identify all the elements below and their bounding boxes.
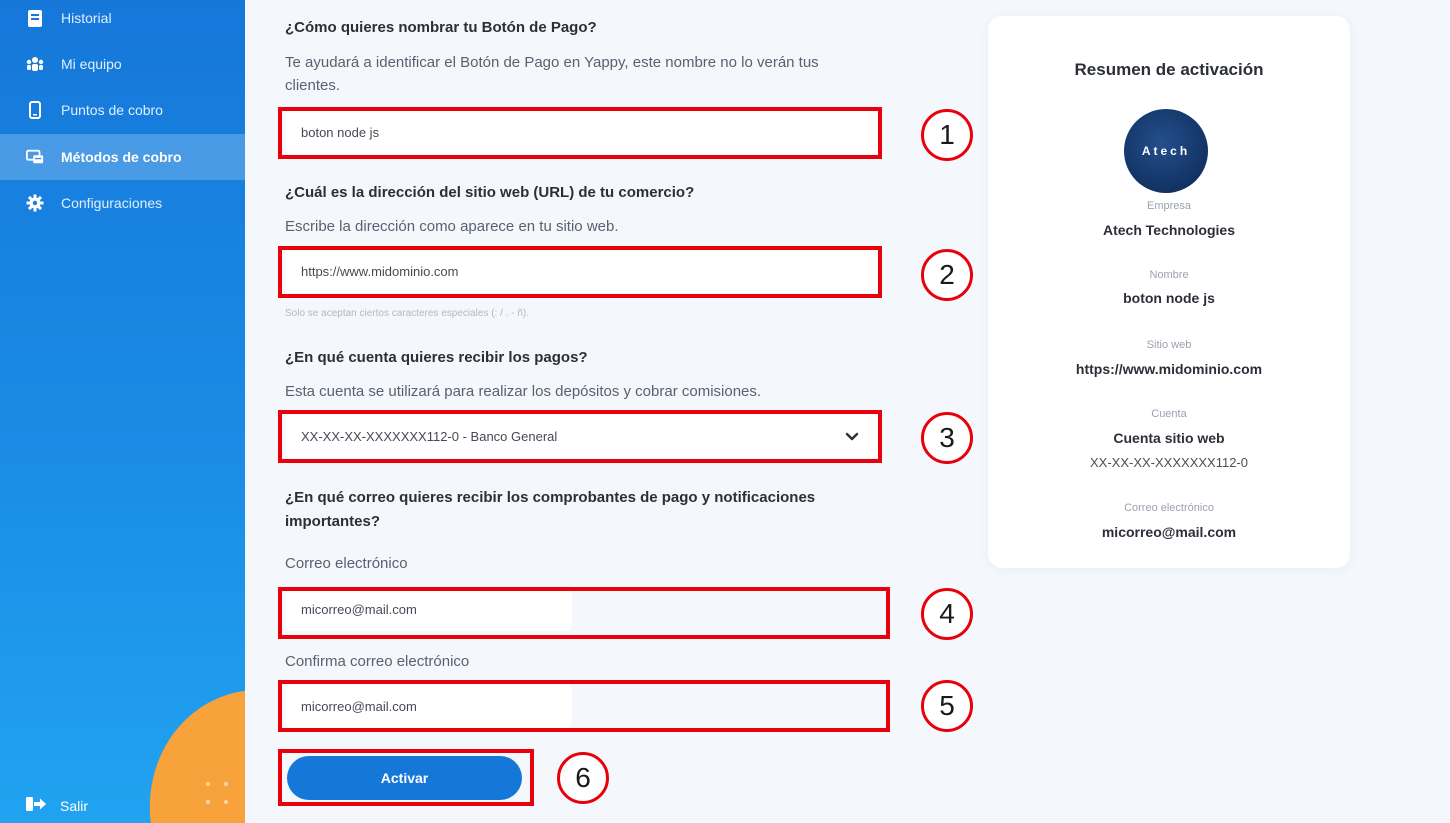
sidebar-item-label: Configuraciones <box>61 195 163 211</box>
summary-email-label: Correo electrónico <box>1124 502 1214 514</box>
sidebar-item-label: Historial <box>61 10 112 26</box>
account-description: Esta cuenta se utilizará para realizar los depósitos y cobrar comisiones. <box>285 383 762 400</box>
sidebar-item-mi-equipo[interactable] <box>0 41 245 87</box>
site-value: https://www.midominio.com <box>1075 361 1263 377</box>
sidebar-item-label: Mi equipo <box>61 56 122 72</box>
name-description: Te ayudará a identificar el Botón de Pago en Yappy, este nombre no lo verán tus clientes. <box>285 54 819 94</box>
annotation-box-3 <box>278 410 882 463</box>
summary-title: Resumen de activación <box>1074 60 1264 79</box>
annotation-number-3: 3 <box>921 412 973 464</box>
url-description: Escribe la dirección como aparece en tu sitio web. <box>285 218 619 235</box>
decorative-dots <box>206 782 234 810</box>
logout-button[interactable] <box>26 797 88 814</box>
button-name-input[interactable]: boton node js <box>285 110 881 154</box>
annotation-box-1 <box>278 107 882 159</box>
email-confirm-input[interactable]: micorreo@mail.com <box>285 684 572 728</box>
history-icon <box>26 9 44 27</box>
account-question: ¿En qué cuenta quieres recibir los pagos? <box>285 349 588 366</box>
company-logo: Atech <box>1124 109 1208 193</box>
activate-button[interactable]: Activar <box>287 756 522 800</box>
team-icon <box>26 55 44 73</box>
sidebar <box>0 0 245 823</box>
annotation-box-6 <box>278 749 534 806</box>
sidebar-item-label: Puntos de cobro <box>61 102 163 118</box>
sidebar-item-puntos-de-cobro[interactable] <box>0 87 245 133</box>
email-input[interactable]: micorreo@mail.com <box>285 587 572 631</box>
sidebar-item-metodos-de-cobro[interactable] <box>0 134 245 180</box>
account-value: Cuenta sitio web <box>1113 430 1225 446</box>
gear-icon <box>26 194 44 212</box>
annotation-number-5: 5 <box>921 680 973 732</box>
payment-methods-icon <box>26 148 44 166</box>
activation-summary-card <box>988 16 1350 568</box>
email-confirm-label: Confirma correo electrónico <box>285 653 470 670</box>
name-question: ¿Cómo quieres nombrar tu Botón de Pago? <box>285 19 597 36</box>
email-label: Correo electrónico <box>285 555 408 572</box>
url-question: ¿Cuál es la dirección del sitio web (URL) de tu comercio? <box>285 184 695 201</box>
summary-email-value: micorreo@mail.com <box>1101 524 1237 540</box>
account-select-value: XX-XX-XX-XXXXXXX112-0 - Banco General <box>301 428 558 444</box>
phone-icon <box>26 101 44 119</box>
summary-name-label: Nombre <box>1149 269 1189 281</box>
url-hint: Solo se aceptan ciertos caracteres especiales (: / . - ñ). <box>285 308 529 319</box>
account-number: XX-XX-XX-XXXXXXX112-0 <box>1090 455 1248 470</box>
sidebar-item-label: Métodos de cobro <box>61 149 182 165</box>
website-url-input[interactable]: https://www.midominio.com <box>285 249 881 293</box>
annotation-box-4 <box>278 587 890 639</box>
logout-icon <box>26 797 46 814</box>
annotation-box-2 <box>278 246 882 298</box>
company-label: Empresa <box>1146 200 1192 212</box>
company-value: Atech Technologies <box>1103 222 1235 238</box>
sidebar-item-configuraciones[interactable] <box>0 180 245 226</box>
email-question: ¿En qué correo quieres recibir los comprobantes de pago y notificaciones importantes? <box>285 489 816 530</box>
logout-label: Salir <box>60 797 89 814</box>
annotation-number-6: 6 <box>557 752 609 804</box>
sidebar-item-historial[interactable] <box>0 0 245 41</box>
account-label: Cuenta <box>1151 408 1187 420</box>
annotation-number-2: 2 <box>921 249 973 301</box>
annotation-number-1: 1 <box>921 109 973 161</box>
annotation-box-5 <box>278 680 890 732</box>
site-label: Sitio web <box>1146 339 1192 351</box>
annotation-number-4: 4 <box>921 588 973 640</box>
summary-name-value: boton node js <box>1123 290 1215 306</box>
